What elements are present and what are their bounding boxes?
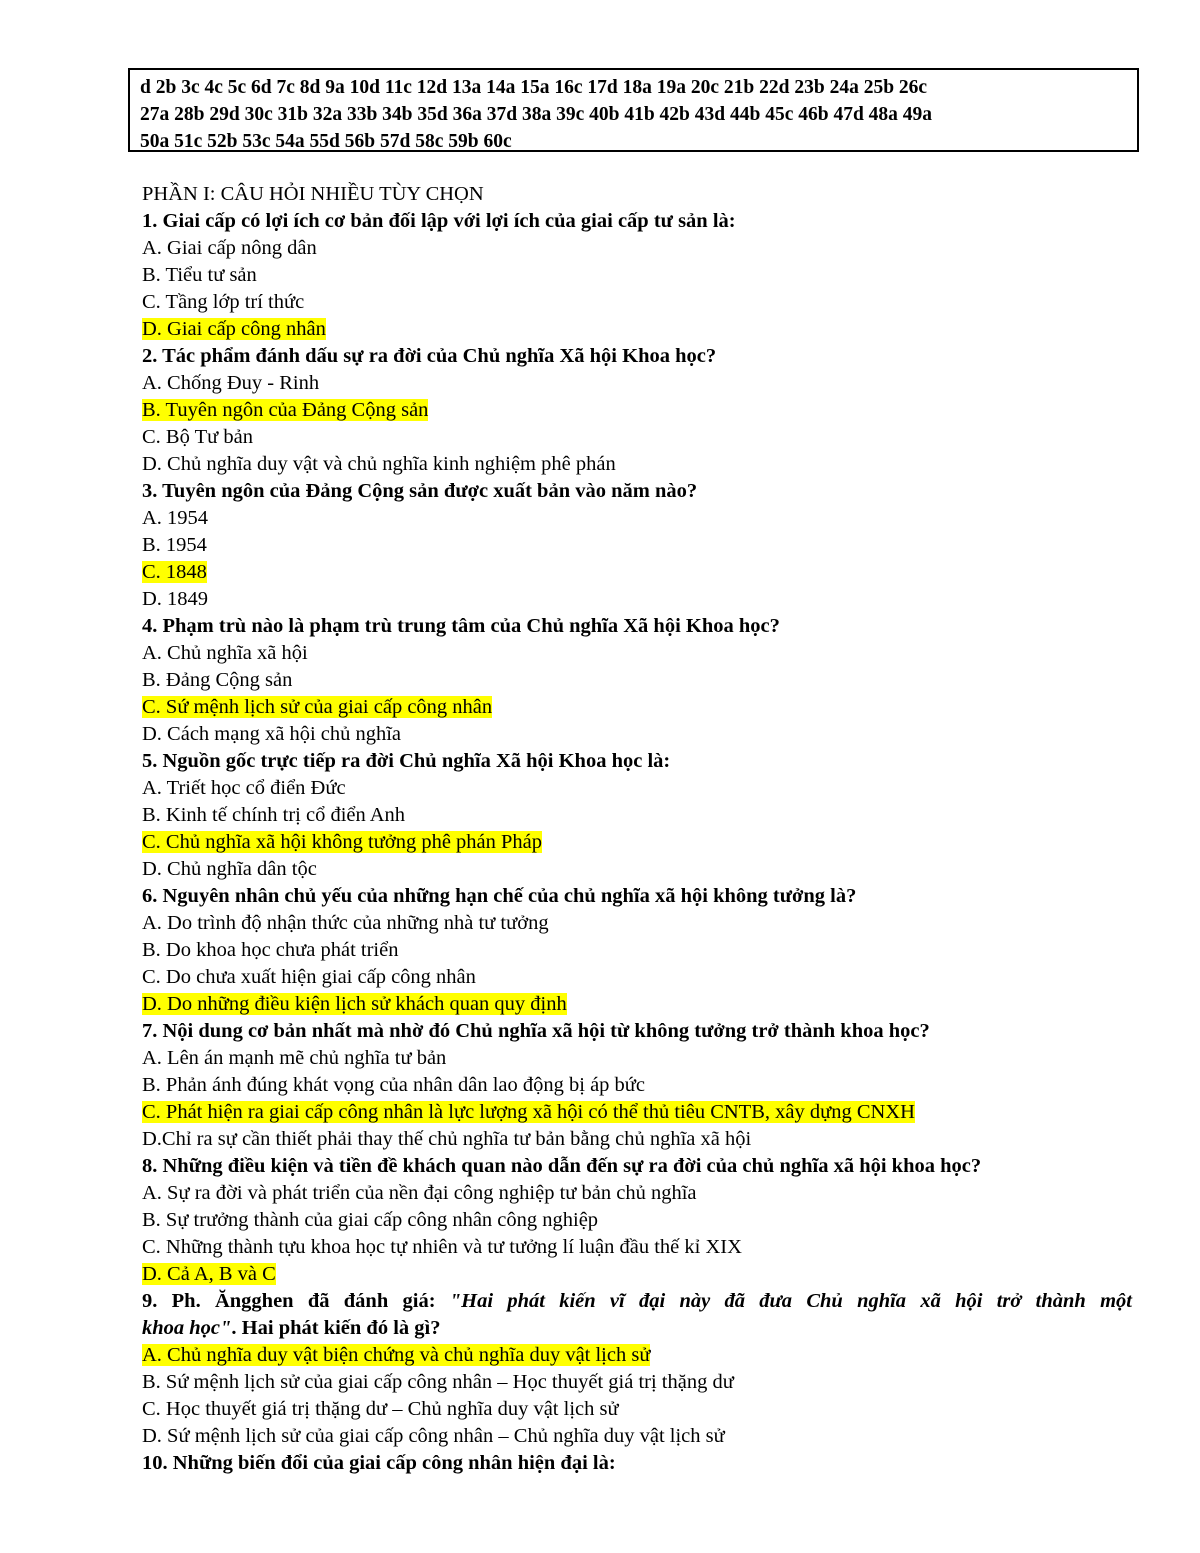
answer-option: B. Đảng Cộng sản bbox=[142, 669, 293, 691]
question-suffix: . Hai phát kiến đó là gì? bbox=[231, 1317, 441, 1339]
answer-option: C. Bộ Tư bản bbox=[142, 426, 253, 448]
correct-answer-option: D. Giai cấp công nhân bbox=[142, 318, 326, 340]
answer-option: B. Sứ mệnh lịch sử của giai cấp công nhân – Học thuyết giá trị thặng dư bbox=[142, 1371, 734, 1393]
correct-answer-option: C. Phát hiện ra giai cấp công nhân là lực lượng xã hội có thể thủ tiêu CNTB, xây dựng CNXH bbox=[142, 1101, 915, 1123]
question-quote: khoa học" bbox=[142, 1317, 232, 1339]
question-text: 8. Những điều kiện và tiền đề khách quan nào dẫn đến sự ra đời của chủ nghĩa xã hội khoa học? bbox=[142, 1155, 982, 1177]
answer-option: D.Chỉ ra sự cần thiết phải thay thế chủ nghĩa tư bản bằng chủ nghĩa xã hội bbox=[142, 1128, 752, 1150]
correct-answer-option: C. Sứ mệnh lịch sử của giai cấp công nhân bbox=[142, 696, 493, 718]
answer-option: B. Phản ánh đúng khát vọng của nhân dân lao động bị áp bức bbox=[142, 1074, 646, 1096]
answer-option: B. Do khoa học chưa phát triển bbox=[142, 939, 399, 961]
answer-key-line: d 2b 3c 4c 5c 6d 7c 8d 9a 10d 11c 12d 13a 14a 15a 16c 17d 18a 19a 20c 21b 22d 23b 24a 25b 26c bbox=[140, 77, 928, 98]
correct-answer-option: D. Do những điều kiện lịch sử khách quan quy định bbox=[142, 993, 567, 1015]
answer-option: B. Tiểu tư sản bbox=[142, 264, 257, 286]
answer-key-line: 27a 28b 29d 30c 31b 32a 33b 34b 35d 36a 37d 38a 39c 40b 41b 42b 43d 44b 45c 46b 47d 48a 49a bbox=[140, 104, 933, 125]
question-text: 10. Những biến đổi của giai cấp công nhân hiện đại là: bbox=[142, 1452, 616, 1474]
answer-option: D. Cách mạng xã hội chủ nghĩa bbox=[142, 723, 402, 745]
answer-option: A. Triết học cổ điển Đức bbox=[142, 777, 346, 799]
answer-option: D. Chủ nghĩa duy vật và chủ nghĩa kinh nghiệm phê phán bbox=[142, 453, 616, 475]
answer-option: C. Học thuyết giá trị thặng dư – Chủ nghĩa duy vật lịch sử bbox=[142, 1398, 619, 1420]
question-text-continued bbox=[142, 1315, 1132, 1342]
answer-option: A. Chủ nghĩa xã hội bbox=[142, 642, 308, 664]
section-title: PHẦN I: CÂU HỎI NHIỀU TÙY CHỌN bbox=[142, 183, 484, 205]
answer-option: D. Sứ mệnh lịch sử của giai cấp công nhân – Chủ nghĩa duy vật lịch sử bbox=[142, 1425, 725, 1447]
correct-answer-option: C. 1848 bbox=[142, 561, 207, 583]
question-text: 5. Nguồn gốc trực tiếp ra đời Chủ nghĩa Xã hội Khoa học là: bbox=[142, 750, 671, 772]
answer-option: A. Giai cấp nông dân bbox=[142, 237, 317, 259]
question-text: 6. Nguyên nhân chủ yếu của những hạn chế của chủ nghĩa xã hội không tưởng là? bbox=[142, 885, 857, 907]
answer-key-line: 50a 51c 52b 53c 54a 55d 56b 57d 58c 59b 60c bbox=[140, 131, 512, 152]
answer-option: A. 1954 bbox=[142, 507, 209, 529]
question-prefix: 9. Ph. Ăngghen đã đánh giá: bbox=[142, 1290, 450, 1312]
answer-option: A. Chống Đuy - Rinh bbox=[142, 372, 320, 394]
question-text bbox=[142, 1288, 1132, 1315]
question-text: 1. Giai cấp có lợi ích cơ bản đối lập với lợi ích của giai cấp tư sản là: bbox=[142, 210, 736, 232]
answer-option: C. Do chưa xuất hiện giai cấp công nhân bbox=[142, 966, 476, 988]
question-text: 7. Nội dung cơ bản nhất mà nhờ đó Chủ nghĩa xã hội từ không tưởng trở thành khoa học? bbox=[142, 1020, 930, 1042]
answer-option: B. 1954 bbox=[142, 534, 207, 556]
question-text: 2. Tác phẩm đánh dấu sự ra đời của Chủ nghĩa Xã hội Khoa học? bbox=[142, 345, 717, 367]
correct-answer-option: C. Chủ nghĩa xã hội không tưởng phê phán Pháp bbox=[142, 831, 543, 853]
answer-option: A. Lên án mạnh mẽ chủ nghĩa tư bản bbox=[142, 1047, 447, 1069]
correct-answer-option: D. Cả A, B và C bbox=[142, 1263, 276, 1285]
question-text: 3. Tuyên ngôn của Đảng Cộng sản được xuất bản vào năm nào? bbox=[142, 480, 698, 502]
answer-option: C. Tầng lớp trí thức bbox=[142, 291, 305, 313]
answer-option: B. Sự trưởng thành của giai cấp công nhân công nghiệp bbox=[142, 1209, 599, 1231]
answer-option: B. Kinh tế chính trị cổ điển Anh bbox=[142, 804, 406, 826]
answer-option: A. Do trình độ nhận thức của những nhà tư tưởng bbox=[142, 912, 549, 934]
answer-option: D. Chủ nghĩa dân tộc bbox=[142, 858, 317, 880]
answer-option: A. Sự ra đời và phát triển của nền đại công nghiệp tư bản chủ nghĩa bbox=[142, 1182, 697, 1204]
answer-option: D. 1849 bbox=[142, 588, 209, 610]
question-list bbox=[142, 181, 1132, 1477]
answer-key-box bbox=[128, 68, 1139, 152]
correct-answer-option: A. Chủ nghĩa duy vật biện chứng và chủ nghĩa duy vật lịch sử bbox=[142, 1344, 651, 1366]
correct-answer-option: B. Tuyên ngôn của Đảng Cộng sản bbox=[142, 399, 429, 421]
question-quote: "Hai phát kiến vĩ đại này đã đưa Chủ nghĩa xã hội trở thành một bbox=[449, 1290, 1132, 1312]
question-text: 4. Phạm trù nào là phạm trù trung tâm của Chủ nghĩa Xã hội Khoa học? bbox=[142, 615, 780, 637]
answer-option: C. Những thành tựu khoa học tự nhiên và tư tưởng lí luận đầu thế kỉ XIX bbox=[142, 1236, 742, 1258]
